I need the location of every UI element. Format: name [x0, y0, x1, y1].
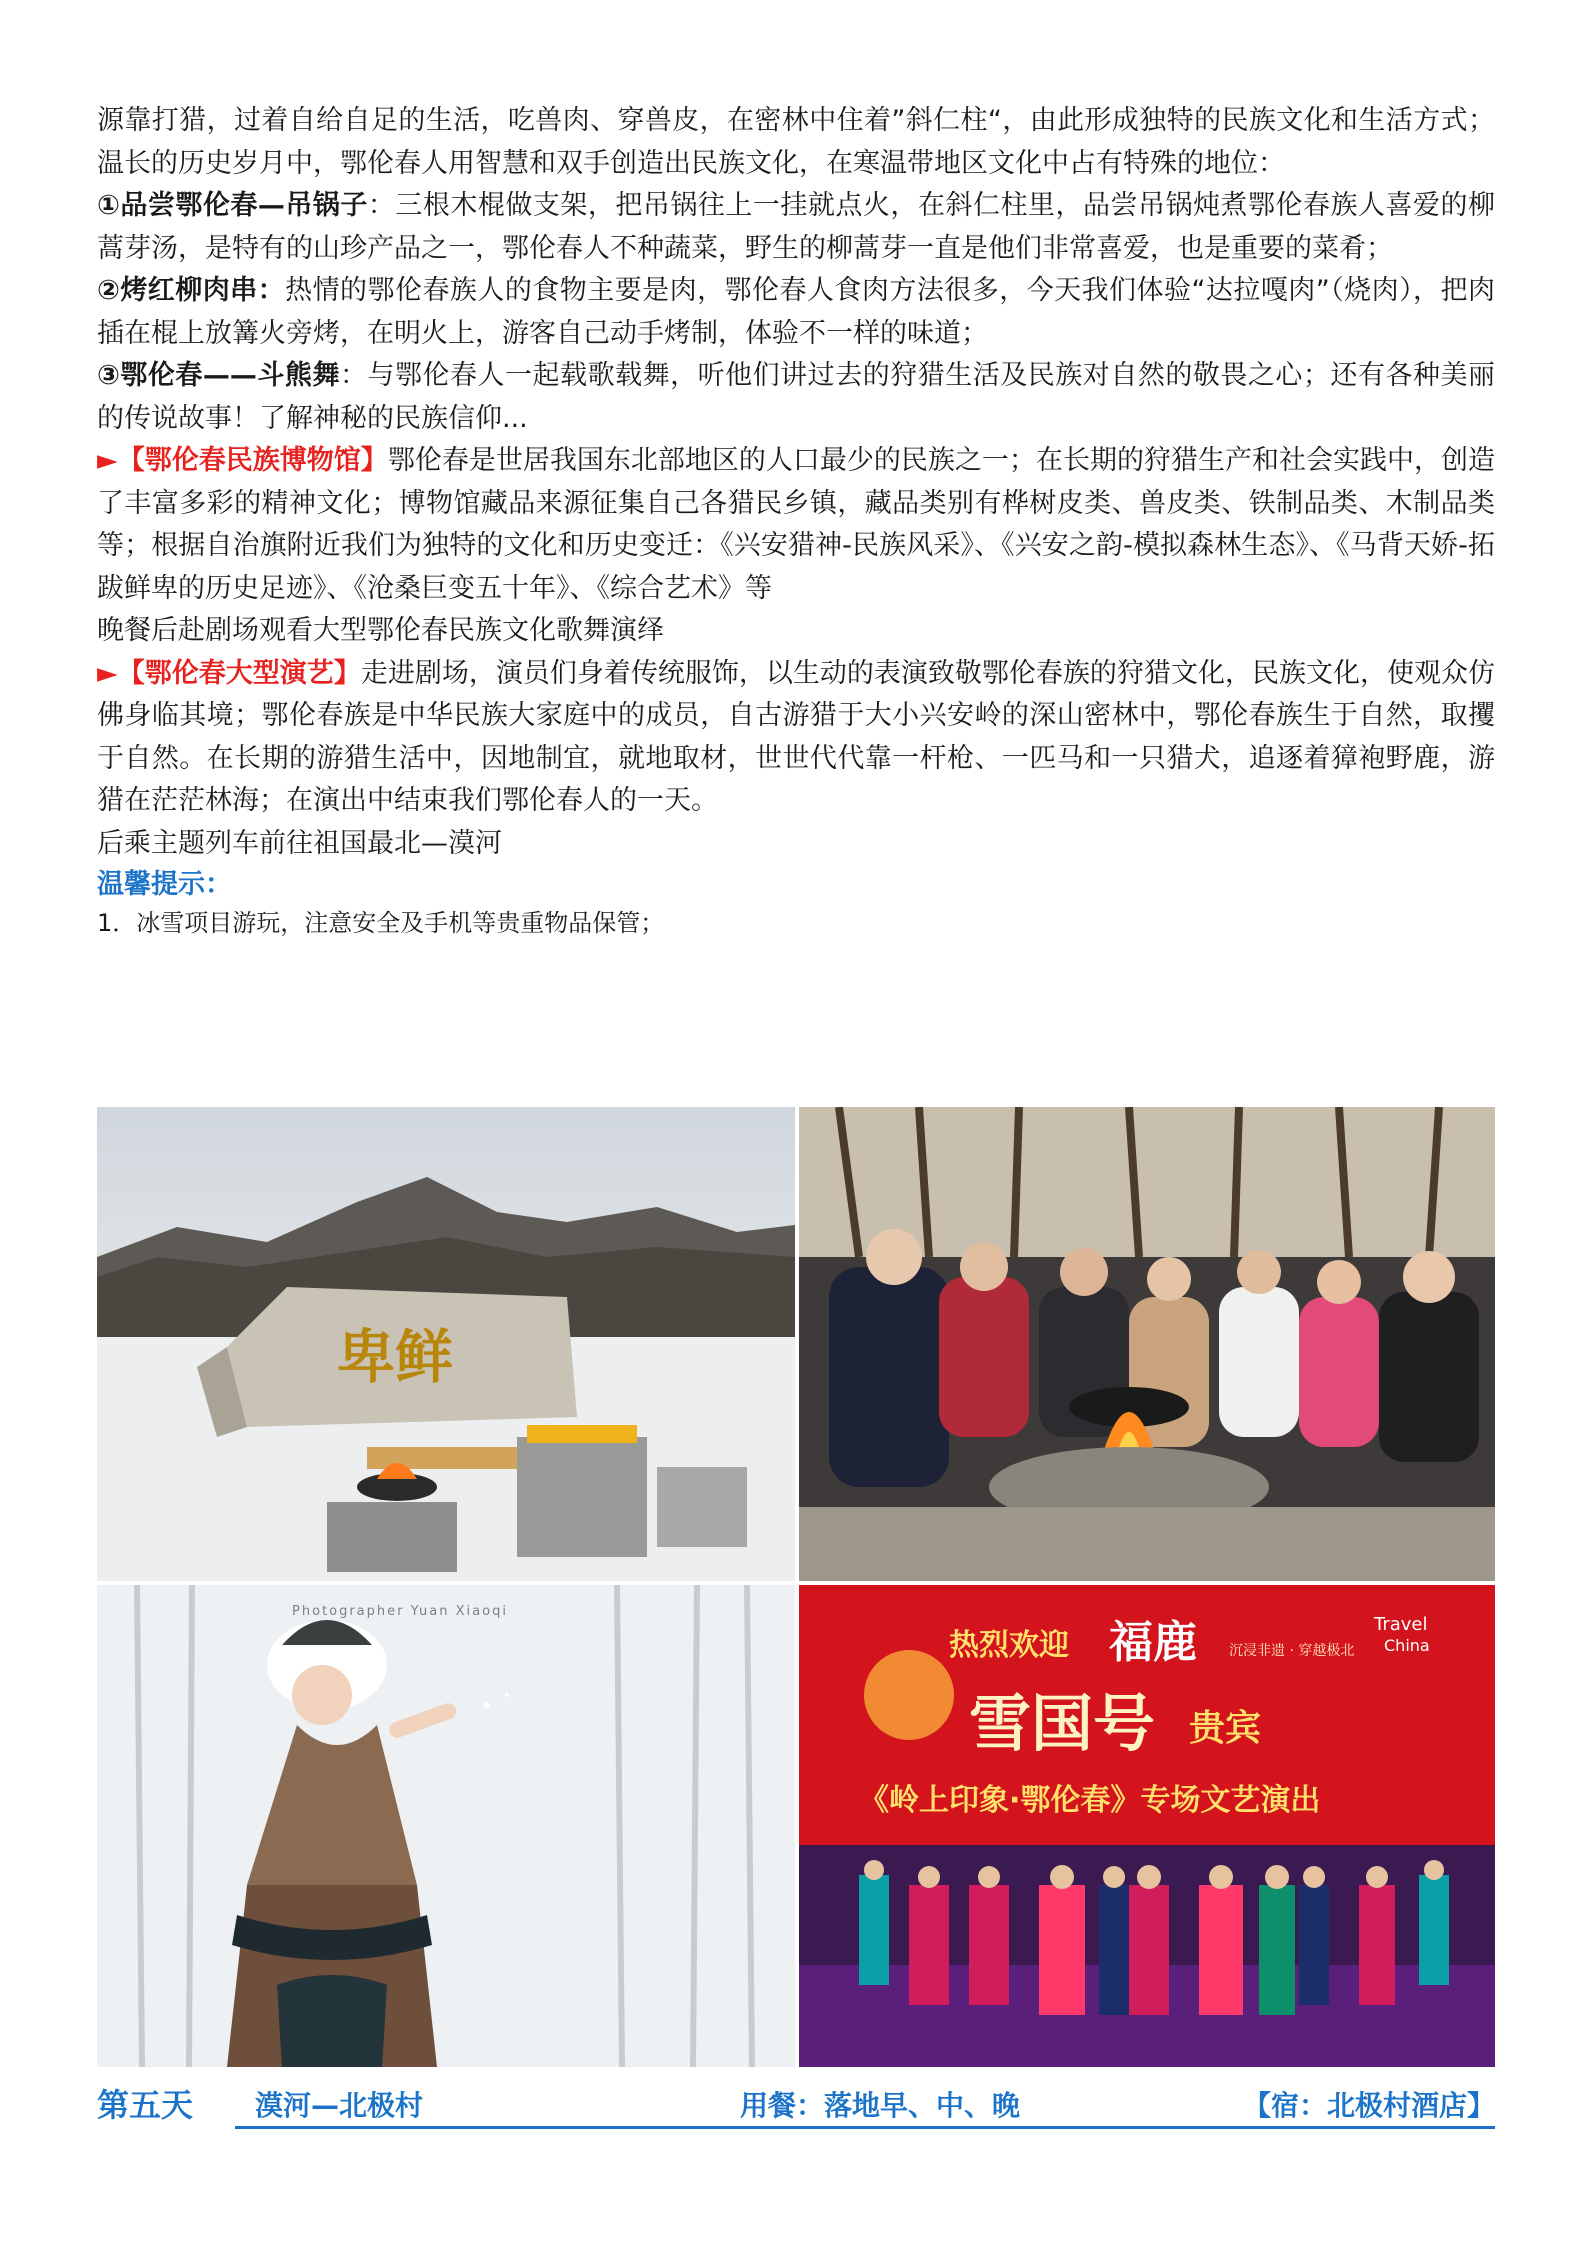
activity-title: ①品尝鄂伦春—吊锅子 [97, 190, 368, 221]
museum-body: 鄂伦春是世居我国东北部地区的人口最少的民族之一；在长期的狩猎生产和社会实践中，创造了丰富多彩的精神文化；博物馆藏品来源征集自己各猎民乡镇，藏品类别有桦树皮类、兽皮类、铁制品类、木制品类等；根据自治旗附近我们为独特的文化和历史变迁：《兴安猎神-民族风采》、《兴安之韵-模拟森林生态》、《马背天娇-拓跋鲜卑的历史足迹》、《沧桑巨变五十年》、《综合艺术》等 [97, 445, 1496, 604]
activity-title: ③鄂伦春——斗熊舞 [97, 360, 340, 391]
day-header [97, 2080, 1495, 2128]
brand-china: China [1384, 1636, 1430, 1655]
tips-title: 温馨提示： [97, 869, 232, 900]
show-paragraph [97, 653, 1495, 823]
activity-title: ②烤红柳肉串： [97, 275, 286, 306]
show-body: 走进剧场，演员们身着传统服饰，以生动的表演致敬鄂伦春族的狩猎文化，民族文化，使观众仿佛身临其境；鄂伦春族是中华民族大家庭中的成员，自古游猎于大小兴安岭的深山密林中，鄂伦春族生于自然，取攫于自然。在长期的游猎生活中，因地制宜，就地取材，世世代代靠一杆枪、一匹马和一只猎犬，追逐着獐袍野鹿，游猎在茫茫林海；在演出中结束我们鄂伦春人的一天。 [97, 657, 1495, 816]
photo-campfire [799, 1107, 1495, 1581]
monument-inscription: 卑鲜 [337, 1323, 454, 1391]
day-hotel: 【宿：北极村酒店】 [1242, 2089, 1495, 2122]
show-title: ►【鄂伦春大型演艺】 [97, 657, 361, 689]
day-route: 漠河—北极村 [255, 2089, 424, 2122]
photo-snow-portrait [97, 1585, 795, 2067]
banner-xueguohao: 雪国号 [969, 1687, 1156, 1760]
activity-hanging-pot [97, 185, 1495, 270]
activity-body: 热情的鄂伦春族人的食物主要是肉，鄂伦春人食肉方法很多，今天我们体验“达拉嘎肉”（烧肉），把肉插在棍上放篝火旁烤，在明火上，游客自己动手烤制，体验不一样的味道； [97, 275, 1495, 349]
activity-body: ：与鄂伦春人一起载歌载舞，听他们讲过去的狩猎生活及民族对自然的敬畏之心；还有各种美丽的传说故事！了解神秘的民族信仰... [97, 360, 1495, 434]
evening-note: 晚餐后赴剧场观看大型鄂伦春民族文化歌舞演绎 [97, 615, 664, 646]
activity-body: ：三根木棍做支架，把吊锅往上一挂就点火，在斜仁柱里，品尝吊锅炖煮鄂伦春族人喜爱的柳蒿芽汤，是特有的山珍产品之一，鄂伦春人不种蔬菜，野生的柳蒿芽一直是他们非常喜爱，也是重要的菜肴； [97, 190, 1495, 264]
train-note: 后乘主题列车前往祖国最北—漠河 [97, 827, 502, 859]
museum-paragraph [97, 440, 1495, 610]
banner-welcome: 热烈欢迎 [949, 1628, 1069, 1663]
itinerary-text [97, 100, 1495, 941]
activity-bear-dance [97, 355, 1495, 440]
photo-stage-show [799, 1585, 1495, 2067]
day-label: 第五天 [97, 2086, 194, 2124]
photo-credit: Photographer Yuan Xiaoqi [292, 1604, 508, 1619]
brand-travel: Travel [1374, 1614, 1428, 1635]
activity-roast-skewer [97, 270, 1495, 355]
museum-title: ►【鄂伦春民族博物馆】 [97, 445, 388, 476]
banner-subtitle: 沉浸非遗 · 穿越极北 [1229, 1643, 1355, 1659]
banner-fulu: 福鹿 [1109, 1617, 1197, 1668]
photo-monument [97, 1107, 795, 1581]
banner-guest: 贵宾 [1189, 1708, 1262, 1749]
photo-grid [97, 1107, 1495, 2067]
day-meals: 用餐：落地早、中、晚 [740, 2089, 1021, 2122]
intro-paragraph: 源靠打猎，过着自给自足的生活，吃兽肉、穿兽皮，在密林中住着”斜仁柱“，由此形成独特的民族文化和生活方式；温长的历史岁月中，鄂伦春人用智慧和双手创造出民族文化，在寒温带地区文化中占有特殊的地位： [97, 105, 1495, 179]
banner-show-title: 《岭上印象·鄂伦春》专场文艺演出 [859, 1783, 1321, 1818]
tip-item: 1．冰雪项目游玩，注意安全及手机等贵重物品保管； [97, 909, 665, 937]
header-rule [235, 2126, 1495, 2129]
